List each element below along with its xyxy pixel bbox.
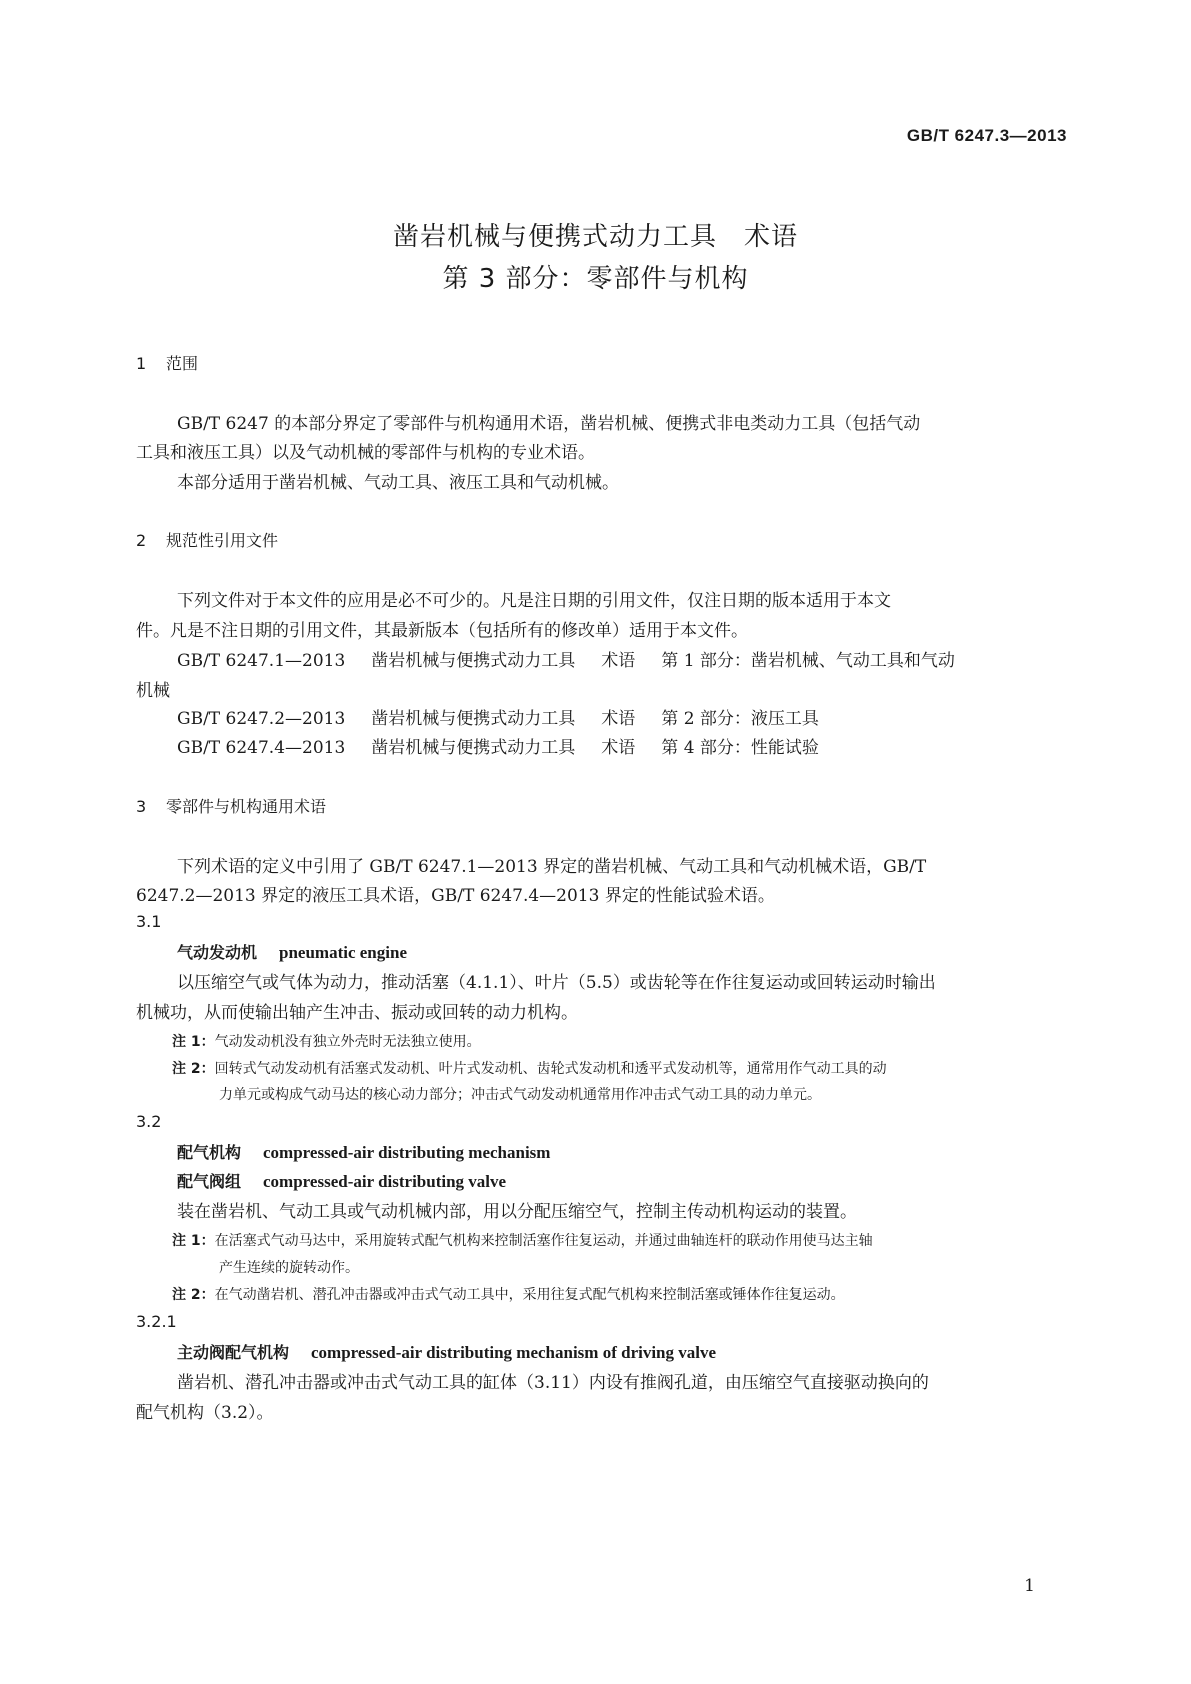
- reference-term: 术语: [601, 709, 636, 729]
- section-number: 3: [136, 797, 147, 816]
- reference-entry: [177, 733, 819, 758]
- document-title: 凿岩机械与便携式动力工具 术语: [392, 222, 798, 252]
- definition-line: 装在凿岩机、气动工具或气动机械内部，用以分配压缩空气，控制主传动机构运动的装置。: [177, 1202, 857, 1222]
- paragraph-line: 下列文件对于本文件的应用是必不可少的。凡是注日期的引用文件，仅注日期的版本适用于本文: [177, 591, 891, 611]
- note-text: 气动发动机没有独立外壳时无法独立使用。: [214, 1034, 481, 1050]
- term-english: pneumatic engine: [279, 943, 407, 962]
- note-label: 注 1：: [172, 1233, 215, 1249]
- term-chinese: 配气阀组: [177, 1172, 242, 1191]
- paragraph-line: 件。凡是不注日期的引用文件，其最新版本（包括所有的修改单）适用于本文件。: [136, 621, 748, 641]
- term-chinese: 气动发动机: [177, 943, 258, 962]
- term-chinese: 配气机构: [177, 1143, 242, 1162]
- reference-code: GB/T 6247.2—2013: [177, 709, 346, 729]
- definition-line: 配气机构（3.2）。: [136, 1403, 274, 1423]
- term-number: 3.1: [136, 912, 162, 931]
- note-continuation: 力单元或构成气动马达的核心动力部分；冲击式气动发动机通常用作冲击式气动工具的动力单元。: [219, 1087, 821, 1103]
- reference-entry: [177, 646, 955, 671]
- note: [172, 1230, 873, 1250]
- section-title: 零部件与机构通用术语: [166, 797, 327, 816]
- paragraph-line: 本部分适用于凿岩机械、气动工具、液压工具和气动机械。: [177, 473, 619, 493]
- reference-code: GB/T 6247.1—2013: [177, 651, 346, 671]
- paragraph-line: 工具和液压工具）以及气动机械的零部件与机构的专业术语。: [136, 443, 595, 463]
- reference-continuation: 机械: [136, 681, 170, 701]
- reference-term: 术语: [601, 738, 636, 758]
- note-label: 注 2：: [172, 1061, 215, 1077]
- note: [172, 1031, 481, 1051]
- reference-part: 第 2 部分：液压工具: [661, 709, 819, 729]
- term-entry: [177, 1140, 550, 1163]
- definition-line: 以压缩空气或气体为动力，推动活塞（4.1.1）、叶片（5.5）或齿轮等在作往复运动或回转运动时输出: [177, 973, 936, 993]
- reference-term: 术语: [601, 651, 636, 671]
- reference-part: 第 1 部分：凿岩机械、气动工具和气动: [661, 651, 955, 671]
- page-number: 1: [1024, 1576, 1035, 1596]
- paragraph-line: GB/T 6247 的本部分界定了零部件与机构通用术语，凿岩机械、便携式非电类动力工具（包括气动: [177, 414, 921, 434]
- note-label: 注 2：: [172, 1287, 215, 1303]
- section-number: 1: [136, 354, 147, 373]
- reference-title: 凿岩机械与便携式动力工具: [371, 651, 576, 671]
- section-heading-general-terms: [136, 794, 326, 817]
- section-heading-normative-references: [136, 528, 278, 551]
- term-english: compressed-air distributing mechanism of driving valve: [311, 1343, 717, 1362]
- term-entry: [177, 1340, 716, 1363]
- paragraph-line: 下列术语的定义中引用了 GB/T 6247.1—2013 界定的凿岩机械、气动工具和气动机械术语，GB/T: [177, 857, 927, 877]
- reference-title: 凿岩机械与便携式动力工具: [371, 738, 576, 758]
- section-heading-scope: [136, 351, 198, 374]
- reference-code: GB/T 6247.4—2013: [177, 738, 346, 758]
- note-continuation: 产生连续的旋转动作。: [219, 1260, 359, 1276]
- note-text: 回转式气动发动机有活塞式发动机、叶片式发动机、齿轮式发动机和透平式发动机等，通常用作气动工具的动: [214, 1061, 887, 1077]
- section-number: 2: [136, 531, 147, 550]
- term-chinese: 主动阀配气机构: [177, 1343, 290, 1362]
- note: [172, 1058, 887, 1078]
- definition-line: 机械功，从而使输出轴产生冲击、振动或回转的动力机构。: [136, 1003, 578, 1023]
- reference-entry: [177, 704, 819, 729]
- section-title: 规范性引用文件: [166, 531, 279, 550]
- section-title: 范围: [166, 354, 199, 373]
- definition-line: 凿岩机、潜孔冲击器或冲击式气动工具的缸体（3.11）内设有推阀孔道，由压缩空气直接驱动换向的: [177, 1373, 929, 1393]
- note-text: 在活塞式气动马达中，采用旋转式配气机构来控制活塞作往复运动，并通过曲轴连杆的联动作用使马达主轴: [214, 1233, 873, 1249]
- reference-title: 凿岩机械与便携式动力工具: [371, 709, 576, 729]
- term-english: compressed-air distributing mechanism: [263, 1143, 551, 1162]
- reference-part: 第 4 部分：性能试验: [661, 738, 819, 758]
- term-number: 3.2: [136, 1112, 162, 1131]
- paragraph-line: 6247.2—2013 界定的液压工具术语，GB/T 6247.4—2013 界定的性能试验术语。: [136, 886, 775, 906]
- note: [172, 1284, 845, 1304]
- note-text: 在气动凿岩机、潜孔冲击器或冲击式气动工具中，采用往复式配气机构来控制活塞或锤体作往复运动。: [214, 1287, 845, 1303]
- term-number: 3.2.1: [136, 1312, 177, 1331]
- term-english: compressed-air distributing valve: [263, 1172, 507, 1191]
- note-label: 注 1：: [172, 1034, 215, 1050]
- term-entry: [177, 1169, 506, 1192]
- standard-number: GB/T 6247.3—2013: [906, 126, 1067, 145]
- document-subtitle: 第 3 部分：零部件与机构: [442, 264, 749, 294]
- term-entry: [177, 940, 407, 963]
